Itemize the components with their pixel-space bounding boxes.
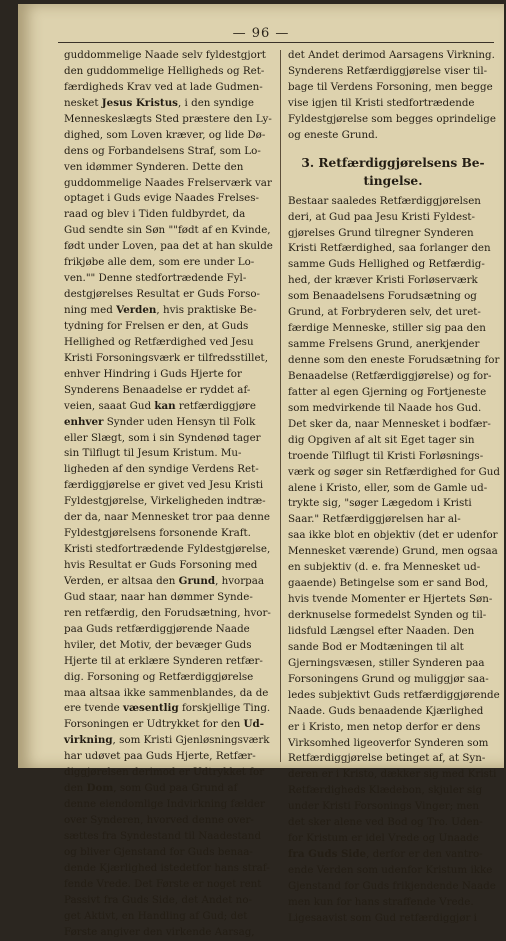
text-run: der da, naar Mennesket tror paa denne (64, 511, 270, 524)
text-run: det Andet derimod Aarsagens Virkning. (288, 49, 495, 61)
text-run: samme Guds Hellighed og Retfærdig- (288, 258, 485, 271)
text-run: Forsoningens Grund og muliggjør saa- (288, 672, 489, 685)
text-line (64, 717, 272, 733)
text-line (288, 879, 498, 895)
text-line (64, 415, 272, 431)
text-run: færdigheds Krav ved at lade Gudmen- (64, 80, 263, 93)
text-run: sin Tilflugt til Jesum Kristum. Mu- (64, 447, 242, 460)
text-run: , hvis praktiske Be- (156, 304, 257, 316)
text-run: er i Kristo, men netop derfor er dens (288, 720, 481, 733)
text-line (288, 767, 498, 783)
text-line (64, 144, 272, 160)
text-run: derknuselse formedelst Synden og til- (288, 609, 487, 621)
text-run: samme Frelsens Grund, anerkjender (288, 338, 480, 351)
text-line (64, 462, 272, 478)
text-run: Hellighed og Retfærdighed ved Jesu (64, 335, 254, 348)
text-line (288, 241, 498, 257)
text-run: ere tvende (64, 702, 124, 715)
text-line (288, 688, 498, 704)
text-line (64, 781, 272, 797)
text-line (64, 255, 272, 271)
text-run: Gud staar, naar han dømmer Synde- (64, 590, 253, 603)
text-line (288, 112, 498, 128)
text-run: Gud sendte sin Søn ""født af en Kvinde, (64, 224, 271, 237)
text-line (64, 733, 272, 749)
text-line (64, 478, 272, 494)
text-run: Forsoningen er Udtrykket for den (64, 718, 244, 731)
text-line (64, 367, 272, 383)
text-run: get Aktivt, en Handling af Gud; det (64, 909, 248, 922)
text-line (288, 512, 498, 528)
text-run: , som Gud paa Grund af (113, 782, 238, 795)
text-line (64, 494, 272, 510)
emphasized-text: kan (154, 399, 176, 412)
text-line (64, 797, 272, 813)
text-line (288, 496, 498, 512)
emphasized-text: Ud- (243, 718, 264, 731)
text-line (288, 736, 498, 752)
text-run: maa altsaa ikke sammenblandes, da de (64, 686, 269, 699)
text-run: Menneskeslægts Sted præstere den Ly- (64, 112, 272, 125)
text-line (288, 465, 498, 481)
text-line (64, 893, 272, 909)
text-line (64, 654, 272, 670)
text-line (288, 64, 498, 80)
text-line (288, 544, 498, 560)
text-run: værk og søger sin Retfærdighed for Gud (288, 465, 500, 478)
text-line (64, 96, 272, 112)
text-run: Det sker da, naar Mennesket i bodfær- (288, 417, 491, 430)
text-run: enhver Hindring i Guds Hjerte for (64, 367, 242, 380)
text-line (288, 799, 498, 815)
text-line (288, 80, 498, 96)
text-line (64, 112, 272, 128)
text-run: har udøvet paa Guds Hjerte, Retfær- (64, 750, 256, 763)
text-run: Naade. Guds benaadende Kjærlighed (288, 704, 484, 717)
text-run: Kristi stedfortrædende Fyldestgjørelse, (64, 543, 271, 556)
text-run: gjørelses Grund tilregner Synderen (288, 226, 474, 239)
emphasized-text: fra Guds Side (288, 848, 367, 861)
emphasized-text: Jesus Kristus (101, 96, 178, 109)
text-run: Retfærdigheds Klædebon, skjuler sig (288, 784, 483, 797)
text-line (64, 64, 272, 80)
text-line (288, 321, 498, 337)
text-line (288, 305, 498, 321)
text-run: Verden, er altsaa den (64, 574, 179, 587)
text-run: Retfærdiggjørelse betinget af, at Syn- (288, 752, 486, 765)
text-line (288, 337, 498, 353)
right-column-body-text (288, 194, 498, 927)
text-line (288, 417, 498, 433)
text-run: Kristi Forsoningsværk er tilfredsstillet, (64, 351, 268, 364)
text-line (64, 287, 272, 303)
text-line (64, 303, 272, 319)
text-line (64, 207, 272, 223)
text-line (288, 831, 498, 847)
text-run: men kun for hans straffende Vrede. (288, 895, 474, 908)
text-run: lidsfuld Længsel efter Naaden. Den (288, 624, 475, 637)
text-run: og eneste Grund. (288, 128, 378, 141)
text-run: Grund, at Forbryderen selv, det uret- (288, 306, 481, 319)
text-run: færdige Menneske, stiller sig paa den (288, 322, 486, 335)
page-number: — 96 — (232, 26, 290, 41)
text-run: Gjenstand for Guds frikjendende Naade (288, 879, 496, 892)
text-run: den (64, 782, 87, 795)
text-run: eller Slægt, som i sin Syndenød tager (64, 431, 261, 444)
text-line (64, 622, 272, 638)
text-line (288, 48, 498, 64)
text-line (64, 542, 272, 558)
emphasized-text: Grund (178, 574, 216, 587)
text-line (288, 815, 498, 831)
text-line (64, 431, 272, 447)
text-run: guddommelige Naades Frelserværk var (64, 176, 272, 189)
text-run: og bliver Gjenstand for Guds benaa- (64, 845, 253, 858)
text-line (288, 911, 498, 927)
text-run: Bestaar saaledes Retfærdiggjørelsen (288, 194, 481, 207)
text-run: dig. Forsoning og Retfærdiggjørelse (64, 670, 254, 683)
text-line (64, 191, 272, 207)
text-line (288, 210, 498, 226)
text-run: hvis tvende Momenter er Hjertets Søn- (288, 593, 493, 606)
text-line (288, 576, 498, 592)
text-run: guddommelige Naade selv fyldestgjort (64, 49, 266, 61)
text-run: tydning for Frelsen er den, at Guds (64, 319, 249, 332)
text-run: raad og blev i Tiden fuldbyrdet, da (64, 208, 246, 221)
text-run: ligheden af den syndige Verdens Ret- (64, 463, 259, 476)
text-run: over Synderen, hvorved denne over- (64, 814, 254, 826)
text-line (64, 128, 272, 144)
text-run: , som Kristi Gjenløsningsværk (112, 734, 270, 747)
text-line (64, 558, 272, 574)
text-run: ven."" Denne stedfortrædende Fyl- (64, 272, 247, 285)
text-run: ren retfærdig, den Forudsætning, hvor- (64, 606, 271, 619)
text-run: nesket (64, 96, 102, 109)
text-run: forskjellige Ting. (178, 702, 271, 715)
text-run: Hjerte til at erklære Synderen retfær- (64, 654, 263, 667)
text-line (288, 863, 498, 879)
text-line (64, 223, 272, 239)
text-run: dighed, som Loven kræver, og lide Dø- (64, 128, 266, 141)
text-line (288, 96, 498, 112)
text-run: ven idømmer Synderen. Dette den (64, 160, 244, 173)
text-line (288, 385, 498, 401)
text-run: ende Verden som udenfor Kristum ikke (288, 864, 493, 876)
text-run: diggjørelsen derimod er Udtrykket for (64, 766, 265, 779)
header-rule (58, 42, 494, 43)
text-run: sande Bod er Modtæningen til alt (288, 640, 464, 653)
text-run: dig Opgiven af alt sit Eget tager sin (288, 433, 475, 446)
text-run: Gjerningsvæsen, stiller Synderen paa (288, 656, 485, 669)
book-page (18, 4, 504, 938)
text-line (288, 624, 498, 640)
text-line (288, 273, 498, 289)
text-line (288, 401, 498, 417)
text-run: trykte sig, "søger Lægedom i Kristi (288, 497, 472, 510)
text-line (288, 481, 498, 497)
text-line (288, 433, 498, 449)
text-run: dende Kjærlighed istedetfor hans straf- (64, 861, 270, 874)
text-line (64, 446, 272, 462)
text-line (288, 592, 498, 608)
text-run: paa Guds retfærdiggjørende Naade (64, 622, 250, 635)
text-line (64, 877, 272, 893)
text-run: den guddommelige Helligheds og Ret- (64, 64, 265, 77)
emphasized-text: Verden (116, 304, 157, 316)
text-line (288, 369, 498, 385)
text-line (64, 845, 272, 861)
text-run: , hvorpaa (215, 574, 265, 587)
text-line (64, 351, 272, 367)
text-run: Synderens Retfærdiggjørelse viser til- (288, 64, 488, 77)
text-line (288, 560, 498, 576)
text-line (64, 925, 272, 941)
section-heading (288, 154, 498, 190)
right-column-top-text (288, 48, 498, 144)
text-line (64, 909, 272, 925)
text-run: fatter al egen Gjerning og Fortjeneste (288, 385, 487, 398)
text-run: alene i Kristo, eller, som de Gamle ud- (288, 481, 488, 494)
text-line (288, 528, 498, 544)
text-run: dens og Forbandelsens Straf, som Lo- (64, 144, 261, 157)
text-line (64, 526, 272, 542)
text-line (64, 176, 272, 192)
text-line (64, 319, 272, 335)
text-line (64, 80, 272, 96)
text-line (288, 656, 498, 672)
text-line (64, 670, 272, 686)
text-line (64, 861, 272, 877)
text-line (288, 720, 498, 736)
text-run: Kristi Retfærdighed, saa forlanger den (288, 242, 491, 255)
text-line (64, 829, 272, 845)
text-run: denne eiendomlige Indvirkning fælder (64, 798, 265, 811)
text-line (288, 672, 498, 688)
text-run: Ligesaavist som Gud retfærdiggjør i (288, 911, 477, 924)
text-run: retfærdiggjøre (175, 399, 256, 412)
text-run: Fyldestgjørelse, Virkeligheden indtræ- (64, 495, 266, 508)
text-line (64, 590, 272, 606)
text-line (64, 749, 272, 765)
text-line (288, 751, 498, 767)
text-run: hviler, det Motiv, der bevæger Guds (64, 638, 252, 651)
text-run: gaaende) Betingelse som er sand Bod, (288, 577, 489, 590)
text-run: Benaadelse (Retfærdiggjørelse) og for- (288, 369, 492, 382)
text-run: en subjektiv (d. e. fra Mennesket ud- (288, 561, 481, 574)
text-line (64, 686, 272, 702)
text-run: destgjørelses Resultat er Guds Forso- (64, 288, 261, 301)
text-line (64, 160, 272, 176)
section-heading-line2: tingelse. (363, 173, 423, 188)
text-line (288, 895, 498, 911)
text-line (288, 449, 498, 465)
text-line (64, 510, 272, 526)
text-run: født under Loven, paa det at han skulde (64, 240, 273, 253)
emphasized-text: væsentlig (123, 702, 179, 715)
text-line (64, 335, 272, 351)
text-run: Mennesket værende) Grund, men ogsaa (288, 545, 498, 558)
text-line (288, 128, 498, 144)
text-line (288, 608, 498, 624)
text-run: frikjøbe alle dem, som ere under Lo- (64, 256, 255, 269)
section-heading-line1: 3. Retfærdiggjørelsens Be- (301, 155, 485, 170)
text-run: fende Vrede. Det Første er noget rent (64, 877, 262, 890)
text-line (64, 271, 272, 287)
text-run: deri, at Gud paa Jesu Kristi Fyldest- (288, 210, 476, 223)
text-line (288, 353, 498, 369)
right-column (288, 48, 498, 927)
text-line (64, 701, 272, 717)
text-run: optaget i Guds evige Naades Frelses- (64, 192, 260, 205)
text-run: , i den syndige (177, 96, 254, 109)
text-run: , derfor er den vantro- (366, 848, 483, 861)
text-line (288, 226, 498, 242)
text-run: Første angiver den virkende Aarsag, (64, 925, 255, 938)
text-run: vise igjen til Kristi stedfortrædende (288, 96, 475, 109)
text-run: bage til Verdens Forsoning, men begge (288, 80, 493, 93)
text-run: Fyldestgjørelsens forsonende Kraft. (64, 527, 251, 540)
text-line (64, 383, 272, 399)
text-run: som medvirkende til Naade hos Gud. (288, 401, 482, 414)
text-run: Virksomhed ligeoverfor Synderen som (288, 736, 489, 749)
text-run: for Kristum er idel Vrede og Unaade (288, 832, 479, 845)
text-line (288, 194, 498, 210)
text-run: under Kristi Forsonings Vinger; men (288, 800, 479, 813)
text-run: veien, saaat Gud (64, 399, 155, 412)
text-run: troende Tilflugt til Kristi Forløsnings- (288, 449, 484, 462)
text-run: Saar." Retfærdiggjørelsen har al- (288, 513, 461, 526)
text-run: hed, der kræver Kristi Forløserværk (288, 274, 478, 287)
text-line (288, 257, 498, 273)
text-run: hvis Resultat er Guds Forsoning med (64, 559, 258, 571)
text-line (64, 638, 272, 654)
text-line (288, 704, 498, 720)
text-run: ning med (64, 304, 117, 316)
text-run: Synderens Benaadelse er ryddet af- (64, 383, 251, 396)
text-line (288, 783, 498, 799)
text-run: ledes subjektivt Guds retfærdiggjørende (288, 688, 500, 701)
text-run: som Benaadelsens Forudsætning og (288, 290, 477, 303)
text-line (288, 289, 498, 305)
text-line (64, 813, 272, 829)
text-run: Synder uden Hensyn til Folk (103, 415, 256, 428)
left-column (64, 48, 272, 941)
emphasized-text: Dom (86, 782, 114, 795)
text-line (64, 765, 272, 781)
text-run: sættes fra Syndestand til Naadestand (64, 829, 262, 842)
text-line (64, 239, 272, 255)
text-run: deren er i Kristo, dækker sig med Kristi (288, 768, 497, 781)
text-run: det sker alene ved Bod og Tro. Uden- (288, 816, 483, 829)
column-divider (280, 50, 281, 762)
text-run: Fyldestgjørelse som begges oprindelige (288, 112, 496, 125)
text-line (64, 48, 272, 64)
text-line (288, 640, 498, 656)
text-run: denne som den eneste Forudsætning for (288, 354, 500, 366)
text-run: saa ikke blot en objektiv (det er udenfor (288, 529, 498, 542)
emphasized-text: virkning (64, 734, 113, 747)
text-run: Passivt fra Guds Side, det Andet no- (64, 893, 252, 906)
text-line (64, 606, 272, 622)
text-line (64, 399, 272, 415)
text-line (64, 574, 272, 590)
emphasized-text: enhver (64, 415, 104, 428)
text-line (288, 847, 498, 863)
text-run: færdiggjørelse er givet ved Jesu Kristi (64, 479, 264, 492)
